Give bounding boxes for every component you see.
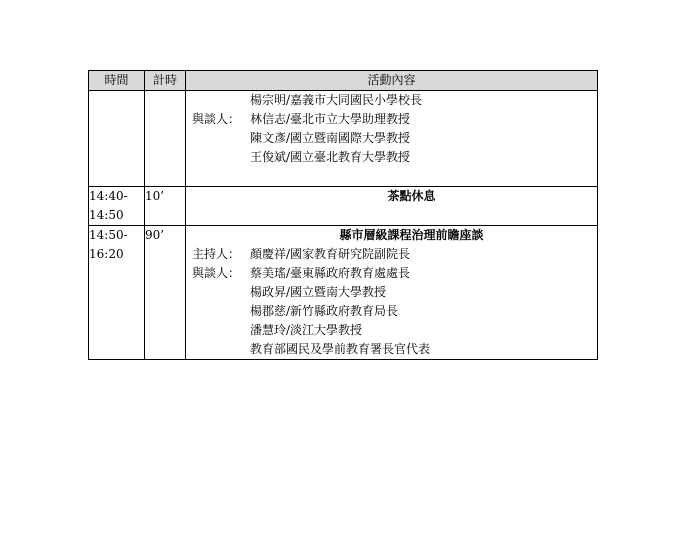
participant-name: 顏慶祥/國家教育研究院副院長 (250, 247, 411, 261)
minutes-cell (145, 91, 186, 187)
participant-name: 楊郡慈/新竹縣政府教育局長 (250, 304, 399, 318)
header-row (89, 71, 598, 91)
header-minutes: 計時 (145, 71, 186, 91)
activity-cell (186, 226, 598, 360)
participant-role: 與談人： (192, 266, 241, 280)
participant-name: 楊政昇/國立暨南大學教授 (250, 285, 387, 299)
session-title: 茶點休息 (387, 189, 436, 203)
table-row (89, 187, 598, 226)
time-end: 16:20 (89, 247, 124, 261)
participant-role: 主持人： (192, 247, 241, 261)
time-cell (89, 226, 145, 360)
table-row (89, 226, 598, 360)
participant-line (186, 129, 597, 148)
time-start: 14:40- (89, 189, 128, 203)
time-cell (89, 91, 145, 187)
participant-name: 王俊斌/國立臺北教育大學教授 (250, 150, 411, 164)
time-end: 14:50 (89, 208, 124, 222)
participant-name: 教育部國民及學前教育署長官代表 (250, 342, 431, 356)
activity-cell (186, 187, 598, 226)
participant-line (186, 302, 597, 321)
participant-line (186, 91, 597, 110)
time-cell (89, 187, 145, 226)
participant-name: 陳文彥/國立暨南國際大學教授 (250, 131, 411, 145)
participant-name: 蔡美瑤/臺東縣政府教育處處長 (250, 266, 411, 280)
participant-line (186, 245, 597, 264)
participant-line (186, 340, 597, 359)
participant-line (186, 110, 597, 129)
participant-line (186, 148, 597, 167)
session-title: 縣市層級課程治理前瞻座談 (339, 228, 484, 242)
agenda-table (88, 70, 598, 360)
minutes-cell: 90’ (145, 226, 186, 360)
participant-name: 潘慧玲/淡江大學教授 (250, 323, 363, 337)
participant-role: 與談人： (192, 112, 241, 126)
participant-name: 楊宗明/嘉義市大同國民小學校長 (250, 93, 423, 107)
participant-line (186, 321, 597, 340)
table-row (89, 91, 598, 187)
participant-name: 林信志/臺北市立大學助理教授 (250, 112, 411, 126)
header-activity: 活動內容 (186, 71, 598, 91)
participant-line (186, 283, 597, 302)
time-start: 14:50- (89, 228, 128, 242)
participant-line (186, 264, 597, 283)
header-time: 時間 (89, 71, 145, 91)
activity-cell (186, 91, 598, 187)
minutes-cell: 10’ (145, 187, 186, 226)
